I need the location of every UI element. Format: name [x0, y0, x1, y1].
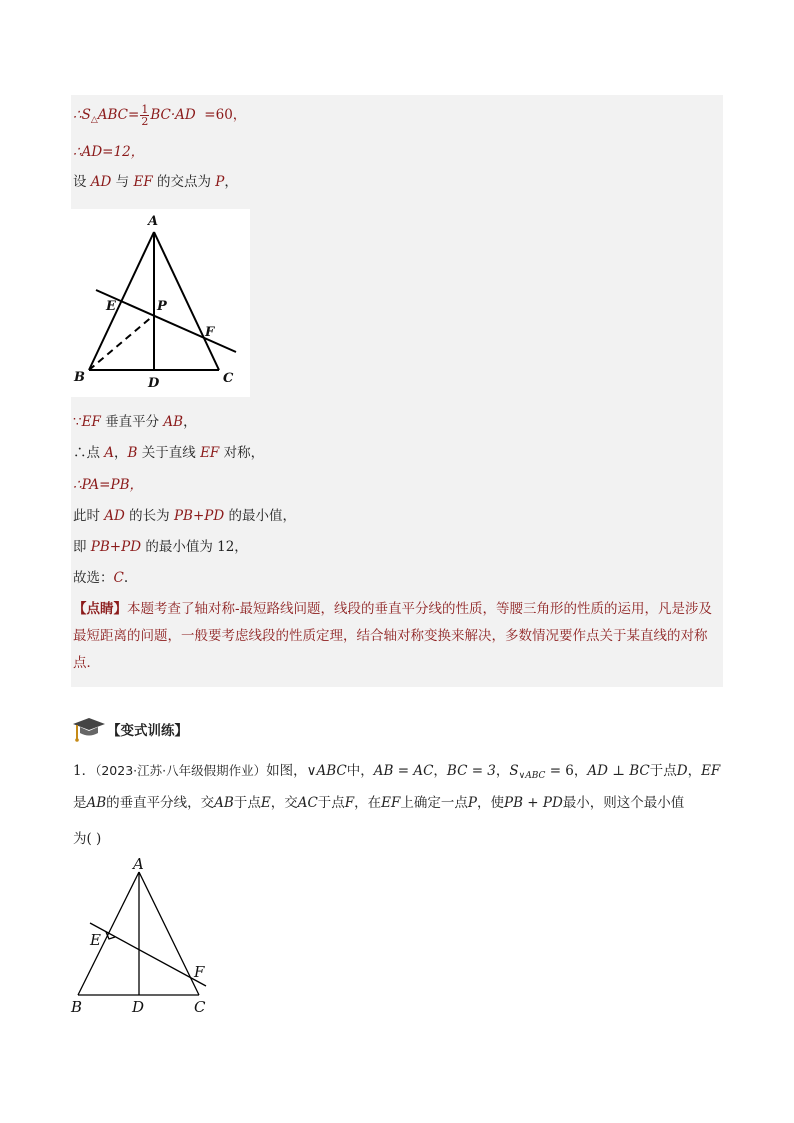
seg-ef: EF: [133, 174, 153, 190]
comment-tag: 【点睛】: [73, 601, 127, 617]
because-symbol: ∵: [73, 414, 82, 430]
text: 的最小值，: [224, 508, 296, 524]
text: ，: [495, 763, 510, 779]
label-e: E: [106, 299, 116, 314]
text: 中，: [346, 763, 374, 779]
text: 对称，: [219, 445, 265, 461]
text: ，: [573, 763, 588, 779]
comment-paragraph: [73, 596, 721, 677]
text: ，交: [270, 795, 298, 811]
area-expression: BC·AD: [150, 107, 196, 123]
label-f: F: [194, 963, 205, 981]
seg-ef: EF: [701, 763, 721, 779]
text: 此时: [73, 508, 105, 524]
solution-line-symmetric: [73, 444, 264, 462]
solution-line-perpendicular: [73, 413, 197, 431]
area-symbol: S: [509, 763, 519, 779]
equation-ab-ac: AB = AC: [373, 763, 434, 779]
graduation-cap-icon: [71, 715, 107, 743]
fraction-numerator: 1: [141, 103, 149, 116]
label-b: B: [74, 370, 85, 385]
text: ，使: [477, 795, 504, 811]
point-b: B: [127, 445, 138, 461]
section-title: 【变式训练】: [107, 723, 188, 739]
dashed-pb: [89, 315, 154, 370]
label-b: B: [71, 998, 83, 1016]
solution-line-pa-pb: ∴PA=PB，: [73, 477, 143, 493]
label-c: C: [223, 371, 234, 386]
label-d: D: [148, 376, 160, 391]
point-d: D: [676, 763, 688, 779]
triangle-figure-2: [66, 855, 216, 1020]
triangle-name: ∨ABC: [306, 763, 347, 779]
seg-ab: AB: [214, 795, 234, 811]
label-p: P: [157, 299, 167, 314]
label-d: D: [132, 998, 145, 1016]
area-value: = 6: [545, 763, 574, 779]
seg-ad: AD: [90, 174, 112, 190]
text: 即: [73, 539, 91, 555]
solution-line-choice: [73, 569, 128, 587]
triangle-figure-1: [71, 209, 250, 397]
seg-ef: EF: [200, 445, 220, 461]
seg-ad: AD: [104, 508, 125, 524]
question-source: （2023·江苏·八年级假期作业）: [95, 763, 267, 778]
text: 的长为: [124, 508, 174, 524]
text: ，在: [354, 795, 382, 811]
equation-bc: BC = 3: [446, 763, 496, 779]
text: 设: [73, 174, 91, 190]
solution-line-intersection: [73, 173, 238, 191]
seg-ab: AB: [86, 795, 107, 811]
point-p: P: [467, 795, 477, 811]
text: ，: [183, 414, 197, 430]
section-heading: [71, 715, 188, 743]
area-result: =60，: [204, 107, 247, 123]
sum-pb-pd: PB+PD: [90, 539, 142, 555]
text: 的最小值为 12，: [141, 539, 248, 555]
label-c: C: [194, 998, 206, 1016]
solution-line-ad: ∴AD=12，: [73, 144, 145, 160]
solution-line-answer-value: [73, 538, 248, 556]
text: ∴点: [73, 445, 105, 461]
area-symbol: ∴S: [73, 107, 91, 123]
sum-pb-pd: PB+PD: [173, 508, 225, 524]
question-figure: [66, 855, 216, 1020]
text: .: [123, 570, 129, 586]
side-ac: [139, 872, 199, 995]
text: 是: [73, 795, 87, 811]
point-e: E: [260, 795, 271, 811]
text: 垂直平分: [100, 414, 164, 430]
question-line-1: [73, 757, 723, 790]
text: 故选：: [73, 570, 114, 586]
area-lhs: ABC=: [97, 107, 140, 123]
text: 的垂直平分线，交: [106, 795, 215, 811]
question-line-3: 为( ): [73, 831, 102, 847]
seg-ac: AC: [297, 795, 318, 811]
label-f: F: [205, 325, 215, 340]
point-p: P: [215, 174, 225, 190]
seg-ef: EF: [381, 795, 401, 811]
point-a: A: [104, 445, 115, 461]
text: 最小，则这个最小值: [562, 795, 685, 811]
perpendicular-relation: AD ⊥ BC: [587, 763, 650, 779]
answer-choice: C: [113, 570, 124, 586]
text: ，: [687, 763, 702, 779]
comment-text: 本题考查了轴对称-最短路线问题，线段的垂直平分线的性质，等腰三角形的性质的运用，凡是涉及最短距离的问题，一般要考虑线段的性质定理，结合轴对称变换来解决，多数情况要作点关于某直线的对称点．: [73, 601, 713, 671]
sum-pb-pd: PB + PD: [504, 795, 563, 811]
triangle-subscript: △: [90, 115, 98, 125]
area-subscript: ∨ABC: [518, 771, 546, 781]
text: 于点: [233, 795, 261, 811]
question-number: 1．: [73, 763, 96, 779]
question-line-2: [73, 789, 723, 817]
text: 的交点为: [152, 174, 216, 190]
point-f: F: [344, 795, 355, 811]
text: 如图，: [266, 763, 307, 779]
text: ，: [114, 445, 128, 461]
half-fraction: [140, 104, 149, 127]
solution-line-minimum: [73, 507, 296, 525]
solution-line-area: [73, 104, 246, 129]
label-a: A: [148, 214, 159, 229]
line-ef: [90, 923, 206, 986]
seg-ef: EF: [81, 414, 101, 430]
text: 与: [111, 174, 134, 190]
text: ，: [224, 174, 238, 190]
label-e: E: [90, 931, 101, 949]
fraction-denominator: 2: [141, 115, 149, 128]
text: 关于直线: [137, 445, 201, 461]
text: 于点: [317, 795, 345, 811]
seg-ab: AB: [163, 414, 184, 430]
label-a: A: [133, 855, 144, 873]
text: ，: [433, 763, 447, 779]
text: 于点: [649, 763, 677, 779]
text: 上确定一点: [400, 795, 468, 811]
solution-figure: [71, 209, 250, 397]
